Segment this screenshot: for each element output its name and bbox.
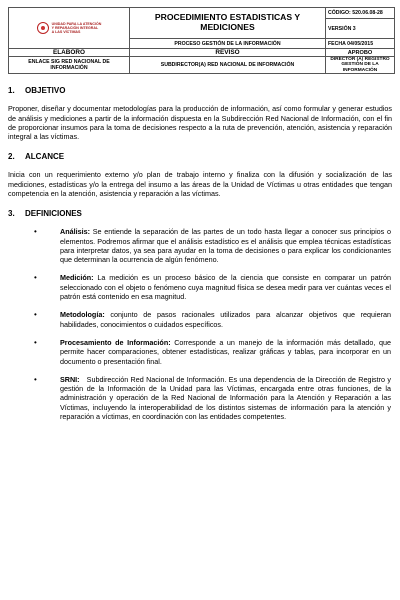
bullet-icon: •	[34, 310, 37, 320]
document-date: FECHA 04/05/2015	[326, 39, 395, 49]
reviso-value: SUBDIRECTOR(A) RED NACIONAL DE INFORMACIÓN	[130, 57, 326, 74]
list-item: • Medición: La medición es un proceso básico de la ciencia que consiste en comparar un patrón seleccionado con el objeto o fenómeno cuya magnitud física se desea medir para ver cuántas veces el patrón está contenido en esa magnitud.	[34, 273, 391, 302]
seal-icon	[37, 22, 49, 34]
bullet-icon: •	[34, 227, 37, 237]
document-version: VERSIÓN 3	[326, 19, 395, 39]
section-heading-objetivo: 1. OBJETIVO	[8, 86, 66, 96]
unidad-victimas-logo: UNIDAD PARA LA ATENCIÓN Y REPARACIÓN INTEGRAL A LAS VÍCTIMAS	[9, 22, 129, 35]
logo-cell	[9, 8, 130, 49]
list-item: • Metodología: conjunto de pasos racionales utilizados para alcanzar objetivos que requieran habilidades, conocimientos o cuidados específicos.	[34, 310, 391, 329]
document-header-table	[8, 7, 395, 74]
document-code: CÓDIGO: 520.06.08-28	[326, 8, 395, 19]
bullet-icon: •	[34, 273, 37, 283]
elaboro-value: ENLACE SIG RED NACIONAL DE INFORMACIÓN	[9, 57, 130, 74]
list-item: • Procesamiento de Información: Corresponde a un manejo de la información más detallado, que permite hacer comparaciones, obtener estadísticas, realizar gráficas y tablas, para incorporar en un documento o presentación final.	[34, 337, 391, 366]
document-title: PROCEDIMIENTO ESTADISTICAS Y MEDICIONES	[154, 12, 301, 32]
section-heading-alcance: 2. ALCANCE	[8, 152, 65, 162]
aprobo-value: DIRECTOR (A) REGISTRO GESTIÓN DE LA INFORMACIÓN	[326, 57, 395, 74]
alcance-text: Inicia con un requerimiento externo y/o plan de trabajo interno y finaliza con la difusión y socialización de las mediciones, estadísticas y/o la entrega del insumo a las áreas de la Unidad de Víctimas u otras entidades que tengan competencia en la atención, asistencia y reparación a las víctimas.	[8, 170, 392, 198]
list-item: • SRNI: Subdirección Red Nacional de Información. Es una dependencia de la Dirección de Registro y gestión de la Información de la Unidad para las Víctimas, encargada entre otras funciones, de la administración y operación de la Red Nacional de Información para la Atención y Reparación a las Víctimas, incluyendo la interoperabilidad de los distintos sistemas de información para la atención y reparación a víctimas, en coordinación con las entidades competentes.	[34, 374, 393, 422]
document-title-cell	[130, 8, 326, 39]
list-item: • Análisis: Se entiende la separación de las partes de un todo hasta llegar a conocer sus principios o elementos. Podremos afirmar que el análisis estadístico es el análisis que emplea técnicas estadísticas para interpretar datos, ya sea para ayudar en la toma de decisiones o para explicar los condicionantes que determinan la ocurrencia de algún fenómeno.	[34, 227, 391, 265]
aprobo-label: APROBO	[326, 49, 395, 57]
bullet-icon: •	[34, 374, 37, 384]
process-name: PROCESO GESTIÓN DE LA INFORMACIÓN	[130, 39, 326, 49]
definitions-list	[8, 227, 393, 421]
reviso-label: REVISÓ	[130, 49, 326, 57]
elaboro-label: ELABORO	[9, 49, 130, 57]
bullet-icon: •	[34, 337, 37, 347]
section-heading-definiciones: 3. DEFINICIONES	[8, 209, 82, 219]
objetivo-text: Proponer, diseñar y documentar metodologías para la producción de información, así como formular y generar estudios de análisis y mediciones a partir de la información dispuesta en la Subdirección Red Nacional de Información, con el fin de proporcionar insumos para la toma de decisiones respecto a la ruta de prevención, atención, asistencia y reparación integral a las víctimas.	[8, 104, 392, 142]
